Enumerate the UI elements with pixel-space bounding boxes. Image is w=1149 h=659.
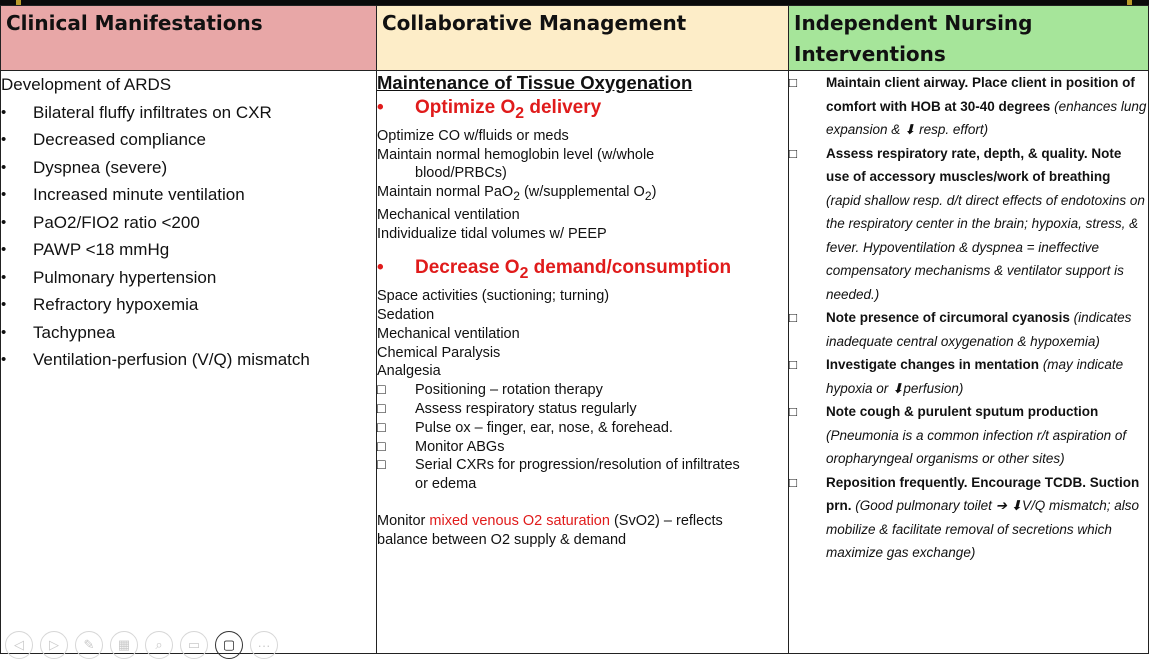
checkbox-icon: □ xyxy=(789,474,798,490)
intervention-text: Note presence of circumoral cyanosis xyxy=(826,310,1070,325)
collab-line-continuation: blood/PRBCs) xyxy=(415,165,507,182)
clinical-item: • Dyspnea (severe) xyxy=(1,154,376,182)
rationale-text: (enhances lung expansion & ⬇ resp. effort) xyxy=(826,98,1147,137)
checkbox-icon: □ xyxy=(377,382,386,399)
header-independent-nursing xyxy=(789,6,1149,71)
heading-text: delivery xyxy=(524,97,602,118)
nursing-intervention-airway xyxy=(789,71,1148,142)
clinical-item: • Tachypnea xyxy=(1,319,376,347)
checkbox-icon: □ xyxy=(377,438,386,455)
nursing-intervention-cough xyxy=(789,400,1148,471)
next-slide-icon[interactable]: ▷ xyxy=(40,631,68,659)
text: ) xyxy=(651,184,657,201)
monitor-svo2-line xyxy=(377,512,788,531)
collab-line: Optimize CO w/fluids or meds xyxy=(377,127,569,144)
nursing-intervention-cyanosis xyxy=(789,306,1148,353)
clinical-list xyxy=(1,99,376,374)
header-clinical-manifestations: Clinical Manifestations xyxy=(1,6,377,71)
clinical-lead: Development of ARDS xyxy=(1,75,172,94)
highlight-text: mixed venous O2 saturation xyxy=(429,513,610,530)
checklist-text: Serial CXRs for progression/resolution of infiltrates xyxy=(415,457,740,474)
collab-line: Mechanical ventilation xyxy=(377,325,520,342)
checklist-item xyxy=(377,419,788,438)
spacer xyxy=(377,494,788,512)
video-camera-icon[interactable]: ▢ xyxy=(215,631,243,659)
checklist-item xyxy=(377,438,788,457)
heading-text: Optimize O xyxy=(415,97,516,118)
subscript: 2 xyxy=(519,265,529,283)
intervention-text: Reposition frequently. Encourage TCDB. Suction prn. xyxy=(826,474,1140,513)
collab-line: Individualize tidal volumes w/ PEEP xyxy=(377,225,607,242)
rationale-text: (Good pulmonary toilet ➔ ⬇V/Q mismatch; also mobilize & facilitate removal of secretions which maximize gas exchange) xyxy=(826,498,1139,560)
header-row xyxy=(1,6,1149,71)
intervention-text: Assess respiratory rate, depth, & quality. Note use of accessory muscles/work of breathing xyxy=(826,145,1122,184)
spacer xyxy=(377,243,788,255)
slideshow-toolbar xyxy=(5,631,278,659)
clinical-item: • Bilateral fluffy infiltrates on CXR xyxy=(1,99,376,127)
collab-line: Chemical Paralysis xyxy=(377,344,501,361)
clinical-item: • Ventilation-perfusion (V/Q) mismatch xyxy=(1,346,376,374)
collab-line: Maintain normal hemoglobin level (w/whole xyxy=(377,146,655,163)
zoom-icon[interactable]: ⌕ xyxy=(145,631,173,659)
text: Maintain normal PaO xyxy=(377,184,514,201)
bullet-icon: • xyxy=(377,97,384,118)
nursing-column xyxy=(789,71,1149,654)
checklist-continuation: or edema xyxy=(415,476,477,493)
checkbox-icon: □ xyxy=(377,401,386,418)
nursing-intervention-mentation xyxy=(789,353,1148,400)
optimize-delivery-heading xyxy=(377,95,788,127)
rationale-text: (Pneumonia is a common infection r/t aspiration of oropharyngeal organisms or other sites) xyxy=(826,427,1127,466)
checklist-text: Positioning – rotation therapy xyxy=(415,382,603,399)
see-all-slides-icon[interactable]: ▦ xyxy=(110,631,138,659)
checkbox-icon: □ xyxy=(789,145,798,161)
rationale-text: (may indicate hypoxia or ⬇perfusion) xyxy=(826,357,1124,396)
care-plan-table xyxy=(0,5,1149,654)
nursing-intervention-assess-respiratory xyxy=(789,142,1148,307)
intervention-text: Note cough & purulent sputum production xyxy=(826,404,1099,419)
checklist-text: Monitor ABGs xyxy=(415,438,505,455)
text: Monitor xyxy=(377,513,430,530)
section-title-tissue-oxygenation: Maintenance of Tissue Oxygenation xyxy=(377,72,693,93)
clinical-item: • PaO2/FIO2 ratio <200 xyxy=(1,209,376,237)
content-row xyxy=(1,71,1149,654)
header-independent-line2: Interventions xyxy=(794,42,946,66)
clinical-item: • PAWP <18 mmHg xyxy=(1,236,376,264)
checklist-item xyxy=(377,456,788,475)
rationale-text: (indicates inadequate central oxygenation & hypoxemia) xyxy=(826,310,1132,349)
checkbox-icon: □ xyxy=(789,75,798,90)
clinical-item: • Refractory hypoxemia xyxy=(1,291,376,319)
checklist-item xyxy=(377,381,788,400)
text: (w/supplemental O xyxy=(519,184,645,201)
header-independent-line1: Independent Nursing xyxy=(794,11,1033,35)
clinical-column xyxy=(1,71,377,654)
heading-text: Decrease O xyxy=(415,257,520,279)
subtitles-icon[interactable]: ▭ xyxy=(180,631,208,659)
checkbox-icon: □ xyxy=(789,404,798,419)
intervention-text: Investigate changes in mentation xyxy=(826,357,1040,372)
checkbox-icon: □ xyxy=(377,457,386,474)
checkbox-icon: □ xyxy=(789,310,798,325)
clinical-item: • Increased minute ventilation xyxy=(1,181,376,209)
bullet-icon: • xyxy=(377,257,384,279)
nursing-intervention-reposition xyxy=(789,471,1148,565)
checklist-text: Pulse ox – finger, ear, nose, & forehead. xyxy=(415,419,673,436)
collab-line: Analgesia xyxy=(377,363,441,380)
previous-slide-icon[interactable]: ◁ xyxy=(5,631,33,659)
collab-line: Mechanical ventilation xyxy=(377,206,520,223)
checkbox-icon: □ xyxy=(789,357,798,372)
heading-text: demand/consumption xyxy=(528,257,732,279)
checklist-text: Assess respiratory status regularly xyxy=(415,401,637,418)
intervention-text: Maintain client airway. Place client in position of comfort with HOB at 30-40 degrees xyxy=(826,75,1135,114)
collaborative-column xyxy=(377,71,789,654)
text: (SvO2) – reflects xyxy=(609,513,723,530)
subscript: 2 xyxy=(515,104,525,122)
collab-line: Space activities (suctioning; turning) xyxy=(377,288,610,305)
collab-line-pao2 xyxy=(377,183,788,206)
rationale-text: (rapid shallow resp. d/t direct effects of endotoxins on the respiratory center in the brain; hypoxia, stress, & fever. Hypoventilation & dyspnea = ineffective compensatory mechanisms & ventilator support is needed.) xyxy=(826,192,1145,302)
pen-icon[interactable]: ✎ xyxy=(75,631,103,659)
collab-line: Sedation xyxy=(377,307,435,324)
clinical-item: • Pulmonary hypertension xyxy=(1,264,376,292)
more-options-icon[interactable]: ··· xyxy=(250,631,278,659)
subscript: 2 xyxy=(644,189,652,204)
checklist-item xyxy=(377,400,788,419)
header-collaborative-management: Collaborative Management xyxy=(377,6,789,71)
subscript: 2 xyxy=(513,189,520,204)
monitor-svo2-line2: balance between O2 supply & demand xyxy=(377,531,627,548)
checkbox-icon: □ xyxy=(377,419,386,436)
clinical-item: • Decreased compliance xyxy=(1,126,376,154)
decrease-demand-heading xyxy=(377,255,788,287)
